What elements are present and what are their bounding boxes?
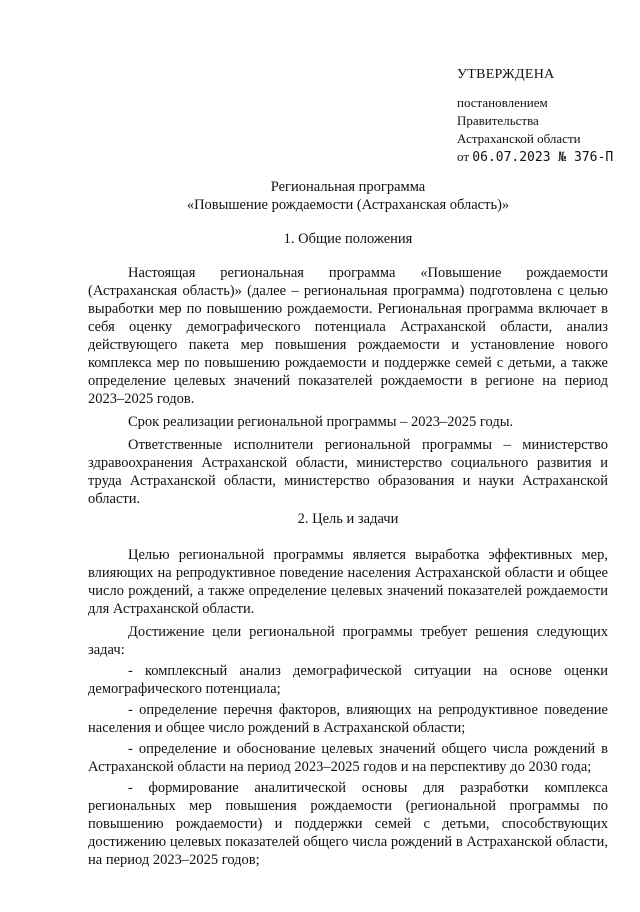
approval-heading: УТВЕРЖДЕНА — [457, 67, 555, 82]
section2-heading: 2. Цель и задачи — [297, 511, 399, 527]
paragraph: Достижение цели региональной программы требует решения следующих задач: — [88, 624, 608, 658]
approval-date: 06.07.2023 № 376-П — [472, 150, 614, 165]
approval-date-line — [457, 148, 637, 167]
list-item: - комплексный анализ демографической ситуации на основе оценки демографического потенциала; — [88, 663, 608, 697]
paragraph: Настоящая региональная программа «Повышение рождаемости (Астраханская область)» (далее – региональная программа) подготовлена с целью выработки мер по повышению рождаемости. Региональная программа включает в себя оценку демографического потенциала Астраханской области, анализ действующего пакета мер повышения рождаемости и установление нового комплекса мер по повышению рождаемости и поддержке семей с детьми, а также определение целевых значений показателей рождаемости в регионе на период 2023–2025 годов. — [88, 265, 608, 407]
approval-stamp — [457, 66, 637, 167]
paragraph: Ответственные исполнители региональной программы – министерство здравоохранения Астраханской области, министерство социального развития и труда Астраханской области, министерство образования и науки Астраханской области. — [88, 437, 608, 507]
section1-body — [88, 264, 608, 508]
section2-body — [88, 546, 608, 869]
program-title-line: Региональная программа — [270, 179, 426, 195]
list-item: - определение перечня факторов, влияющих на репродуктивное поведение населения и общее число рождений в Астраханской области; — [88, 702, 608, 736]
approval-date-prefix: от — [457, 149, 470, 164]
paragraph: Срок реализации региональной программы – 2023–2025 годы. — [128, 414, 514, 430]
approval-line: постановлением — [457, 95, 548, 110]
list-item: - формирование аналитической основы для разработки комплекса региональных мер повышения рождаемости (региональной программы по повышению рождаемости) и поддержки семей с детьми, способствующих достижению целевых показателей общего числа рождений в Астраханской области, на период 2023–2025 годов; — [88, 780, 608, 868]
section1-heading: 1. Общие положения — [283, 231, 413, 247]
approval-line: Правительства — [457, 113, 539, 128]
approval-line: Астраханской области — [457, 131, 581, 146]
program-title-line: «Повышение рождаемости (Астраханская область)» — [186, 197, 510, 213]
program-title — [88, 178, 608, 214]
list-item: - определение и обоснование целевых значений общего числа рождений в Астраханской области на период 2023–2025 годов и на перспективу до 2030 года; — [88, 741, 608, 775]
paragraph: Целью региональной программы является выработка эффективных мер, влияющих на репродуктивное поведение населения Астраханской области и общее число рождений, а также определение целевых значений показателей рождаемости для Астраханской области. — [88, 547, 608, 617]
